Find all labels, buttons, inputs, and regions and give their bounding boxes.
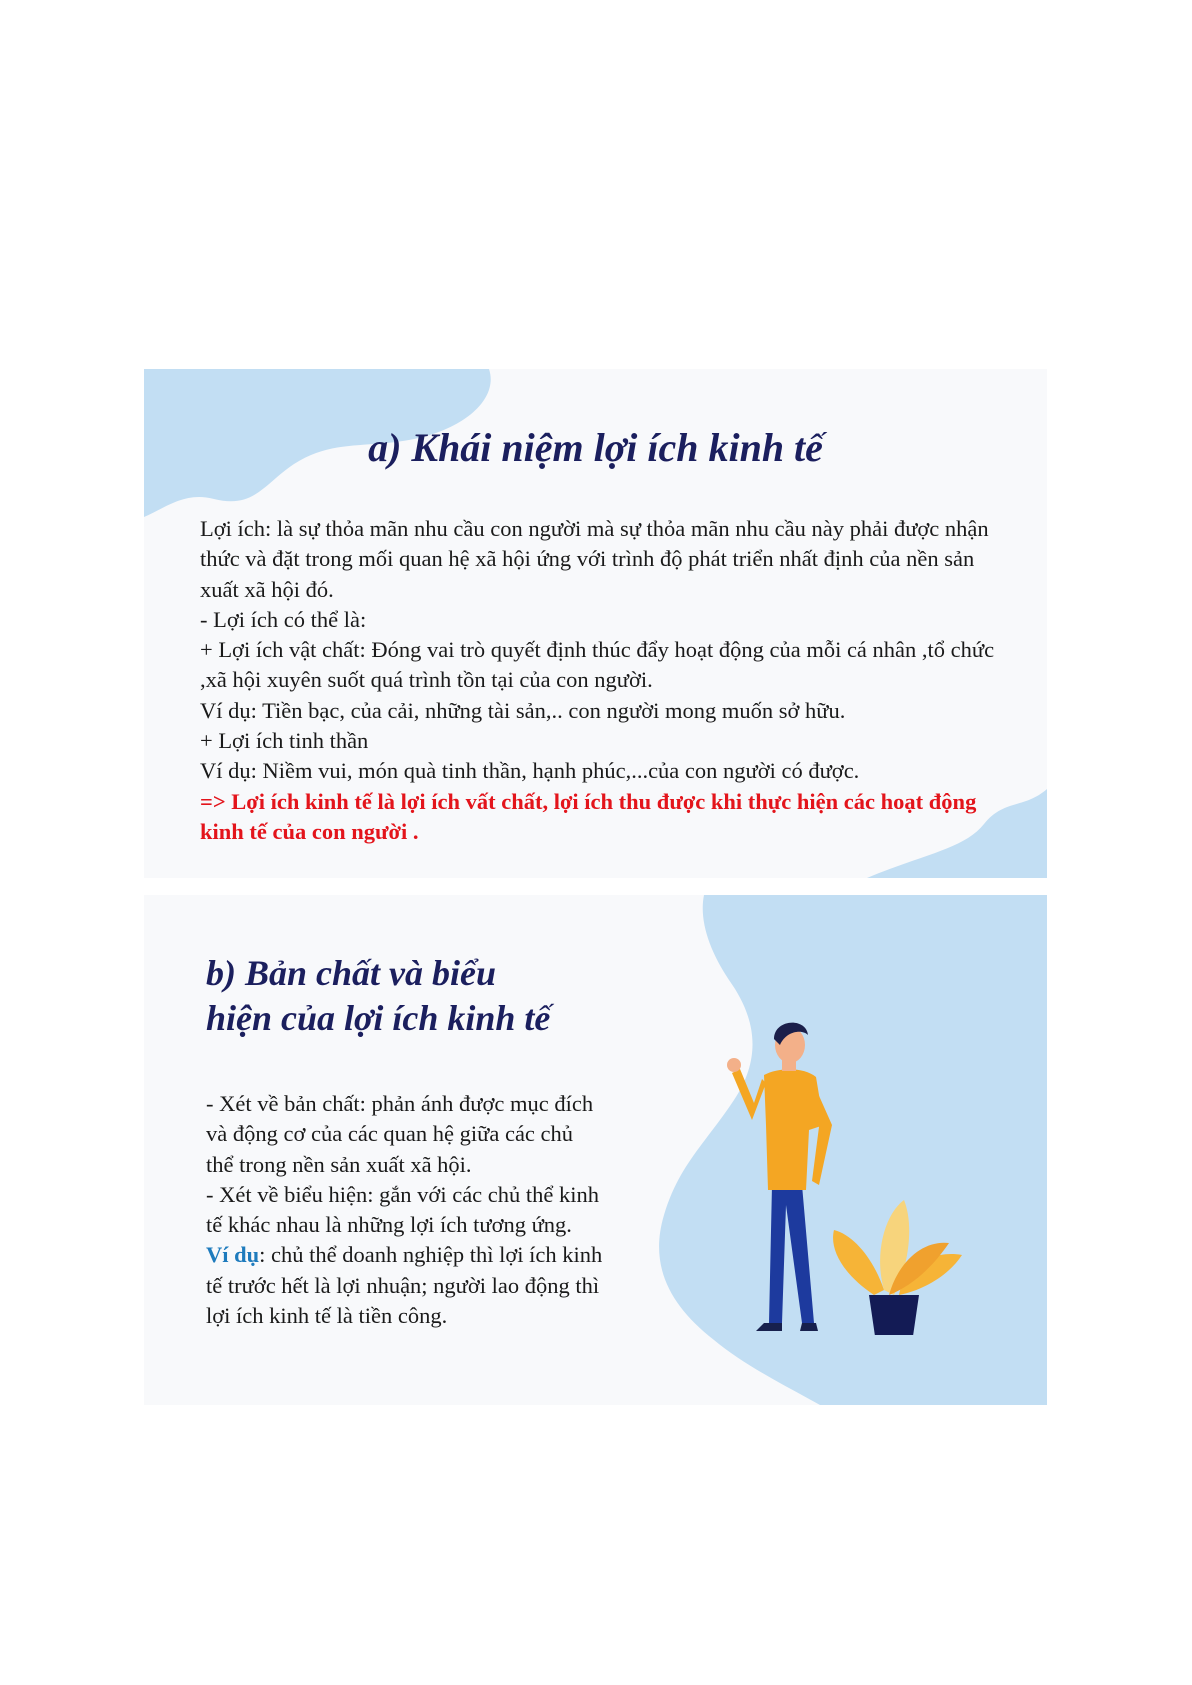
conclusion: => Lợi ích kinh tế là lợi ích vất chất, lợi ích thu được khi thực hiện các hoạt động kinh tế của con người . <box>200 788 977 844</box>
section-a-body <box>200 514 1000 847</box>
paragraph: + Lợi ích vật chất: Đóng vai trò quyết định thúc đẩy hoạt động của mỗi cá nhân ,tổ chức ,xã hội xuyên suốt quá trình tồn tại của con người. <box>200 637 995 693</box>
paragraph: - Lợi ích có thể là: <box>200 606 367 632</box>
paragraph: + Lợi ích tinh thần <box>200 728 369 754</box>
section-a-title: a) Khái niệm lợi ích kinh tế <box>368 425 823 470</box>
paragraph: Ví dụ: Niềm vui, món quà tinh thần, hạnh phúc,...của con người có được. <box>200 758 860 784</box>
person-with-plant-icon <box>724 1005 964 1335</box>
paragraph: Lợi ích: là sự thỏa mãn nhu cầu con người mà sự thỏa mãn nhu cầu này phải được nhận thức và đặt trong mối quan hệ xã hội ứng với trình độ phát triển nhất định của nền sản xuất xã hội đó. <box>200 516 989 602</box>
example-paragraph <box>206 1240 606 1331</box>
paragraph: Ví dụ: Tiền bạc, của cải, những tài sản,.. con người mong muốn sở hữu. <box>200 697 846 723</box>
paragraph: - Xét về bản chất: phản ánh được mục đích và động cơ của các quan hệ giữa các chủ thể trong nền sản xuất xã hội. <box>206 1091 594 1177</box>
section-b-title: b) Bản chất và biểu hiện của lợi ích kinh tế <box>206 953 551 1038</box>
section-b-card <box>144 895 1047 1405</box>
section-b-body <box>206 1089 606 1331</box>
section-a-card <box>144 369 1047 878</box>
example-label: Ví dụ <box>206 1242 260 1268</box>
paragraph: - Xét về biểu hiện: gắn với các chủ thể kinh tế khác nhau là những lợi ích tương ứng. <box>206 1181 600 1238</box>
example-text: : chủ thể doanh nghiệp thì lợi ích kinh tế trước hết là lợi nhuận; người lao động thì lợi ích kinh tế là tiền công. <box>206 1242 603 1329</box>
